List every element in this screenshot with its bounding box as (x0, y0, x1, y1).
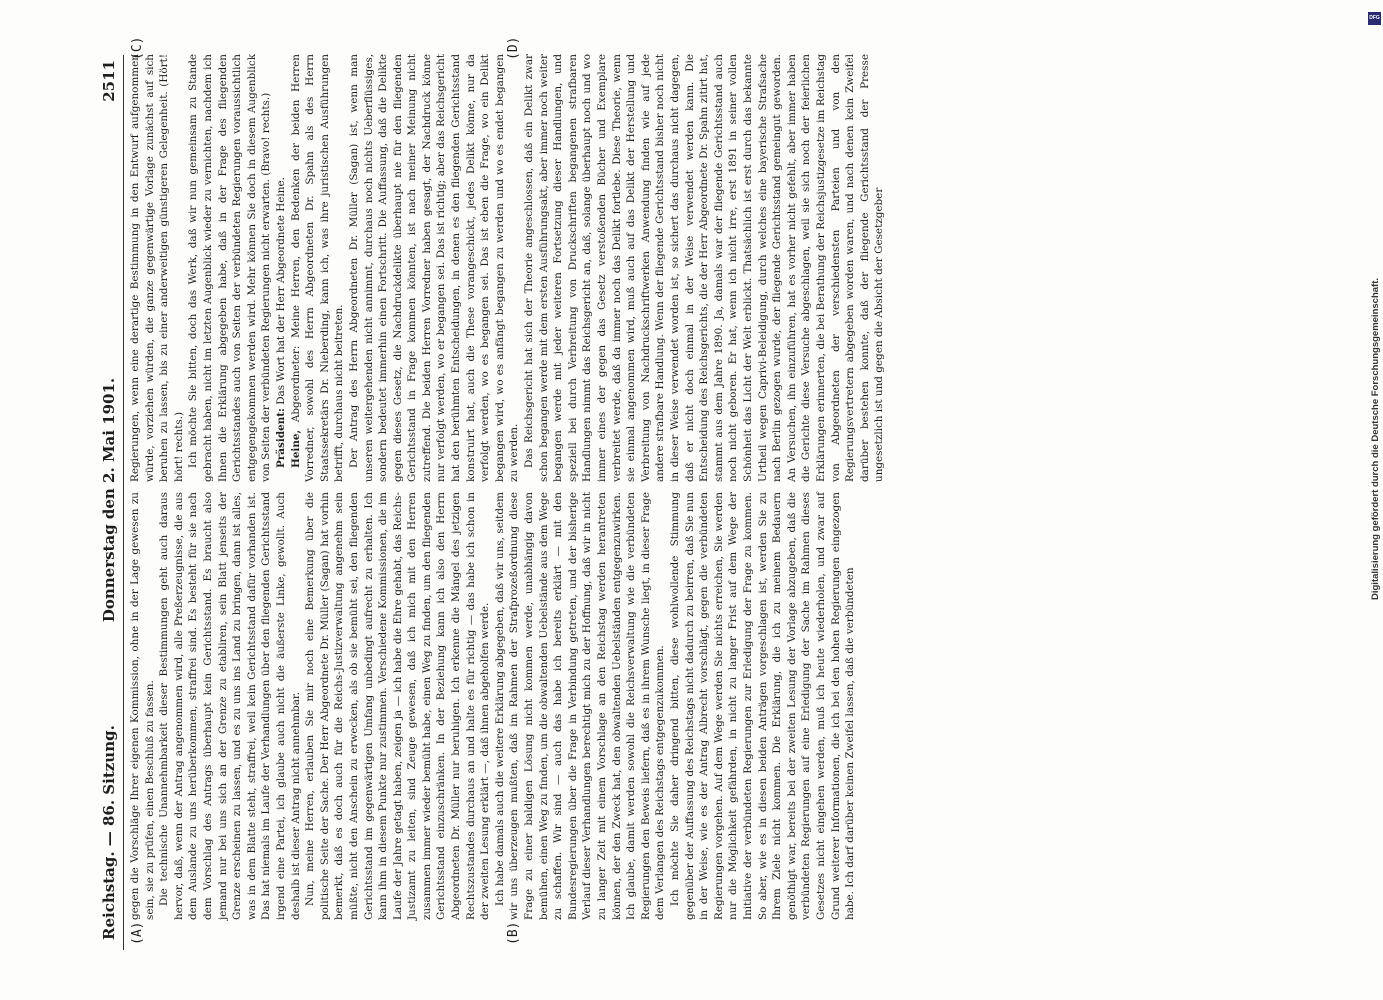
paragraph-text: Der Antrag des Herrn Abgeordneten Dr. Müller (Sagan) ist, wenn man unseren weitergehenden nicht annimmt, durchaus noch nichts Ueberflüssiges, sondern bedeutet immerhin einen Fortschritt. Die Auffassung, daß die Delikte gegen dieses Gesetz, die Nachdruckdelikte überhaupt nie für den fliegenden Gerichtsstand in Frage kommen könnten, ist nach meiner Meinung nicht zutreffend. Die beiden Herren Vorredner haben gesagt, der Nachdruck könne nur verfolgt werden, wo er begangen sei. Das ist richtig; aber das Reichsgericht hat den berühmten Entscheidungen, in denen es den fliegenden Gerichtsstand konstruirt hat, auch die These vorangeschickt, jedes Delikt könne, nur da verfolgt werden, wo es begangen sei. Das ist eben die Frage, wo ein Delikt begangen wird, wo es anfängt begangen zu werden und wo es endet begangen zu werden. (347, 54, 521, 482)
digitization-note: Digitalisierung gefördert durch die Deutsche Forschungsgemeinschaft. (1370, 278, 1381, 600)
paragraph (128, 54, 186, 482)
paragraph: Die technische Unannehmbarkeit dieser Bestimmungen geht auch daraus hervor, daß, wenn der Antrag angenommen wird, alle Preßerzeugnisse, die aus dem Auslande zu uns herüberkommen, straffrei sind. Es besteht für sie nach dem Vorschlag des Antrags überhaupt kein Gerichtsstand. Es braucht also jemand nur bei uns sich an der Grenze zu etabliren, sein Blatt jenseits der Grenze erscheinen zu lassen, und es zu uns ins Land zu bringen, dann ist alles, was in dem Blatte steht, straffrei, weil kein Gerichtsstand dafür vorhanden ist. Das hat niemals im Laufe der Verhandlungen über den fliegenden Gerichtsstand irgend eine Partei, ich glaube auch nicht die äußerste Linke, gewollt. Auch deshalb ist dieser Antrag nicht annehmbar. (158, 492, 302, 920)
paragraph (186, 54, 274, 482)
left-text-column (128, 492, 868, 920)
running-header-date: Donnerstag den 2. Mai 1901. (100, 377, 118, 623)
paragraph (522, 54, 887, 482)
paragraph: Ich möchte Sie daher dringend bitten, diese wohlwollende Stimmung gegenüber der Auffassung des Reichstags nicht dadurch zu beirren, daß Sie nun in der Weise, wie es der Antrag Albrecht vorschlägt, gegen die verbündeten Regierungen vorgehen. Auf dem Wege werden Sie nichts erreichen, Sie werden nur die Möglichkeit gefährden, in nicht zu langer Frist auf dem Wege der Initiative der verbündeten Regierungen zur Erledigung der Frage zu kommen. So aber, wie es in diesen beiden Anträgen vorgeschlagen ist, werden Sie zu Ihrem Ziele nicht kommen. Die Erklärung, die ich zu meinem Bedauern genöthigt war, bereits bei der zweiten Lesung der Vorlage abzugeben, daß die verbündeten Regierungen auf eine Erledigung der Sache im Rahmen dieses Gesetzes nicht eingehen werden, muß ich heute wiederholen, und zwar auf Grund weiterer Informationen, die ich bei den hohen Regierungen eingezogen habe. Ich darf darüber keinen Zweifel lassen, daß die verbündeten (668, 492, 857, 920)
paragraph: Ich habe damals auch die weitere Erklärung abgegeben, daß wir uns, seitdem wir uns überzeugen mußten, daß im Rahmen der Strafprozeßordnung diese Frage zu einer baldigen Lösung nicht kommen werde, unabhängig davon bemühen, einen Weg zu finden, um die obwaltenden Uebelstände aus dem Wege zu schaffen. Wir sind — auch das habe ich bereits erklärt — mit den Bundesregierungen über die Frage in Verbindung getreten, und der bisherige Verlauf dieser Verhandlungen berechtigt mich zu der Hoffnung, daß wir in nicht zu langer Zeit mit einem Vorschlage an den Reichstag werden herantreten können, der den Zweck hat, den obwaltenden Uebelständen entgegenzuwirken. Ich glaube, damit werden sowohl die Reichsverwaltung wie die verbündeten Regierungen den Beweis liefern, daß es in ihrem Wunsche liegt, in dieser Frage dem Verlangen des Reichstags entgegenzukommen. (493, 492, 667, 920)
margin-marker-c: (C) (130, 36, 145, 60)
paragraph (347, 54, 522, 482)
paragraph: Nun, meine Herren, erlauben Sie mir noch eine Bemerkung über die politische Seite der Sache. Der Herr Abgeordnete Dr. Müller (Sagan) hat vorhin bemerkt, daß es doch auch für die Reichs-Justizverwaltung angenehm sein müßte, nicht den Anschein zu erwecken, als ob sie bemüht sei, den fliegenden Gerichtsstand im gegenwärtigen Umfang unbedingt aufrecht zu erhalten. Ich kann ihm in diesem Punkte nur zustimmen. Verschiedene Kommissionen, die im Laufe der Jahre getagt haben, zeigen ja — ich habe die Ehre gehabt, das Reichs-Justizamt zu leiten, sind Zeuge gewesen, daß ich mich mit den Herren zusammen immer wieder bemüht habe, einen Weg zu finden, um den fliegenden Gerichtsstand einzuschränken. In der Beziehung kann ich also den Herrn Abgeordneten Dr. Müller nur beruhigen. Ich erkenne die Mängel des jetzigen Rechtszustandes durchaus an und halte es für richtig — das habe ich schon in der zweiten Lesung erklärt —, daß ihnen abgeholfen werde. (304, 492, 492, 920)
paragraph-text: Abgeordneter: Meine Herren, den Bedenken der beiden Herren Vorredner, sowohl des Herrn Abgeordneten Dr. Spahn als des Herrn Staatssekretärs Dr. Nieberding, kann ich, was ihre juristischen Ausführungen betrifft, durchaus nicht beitreten. (289, 54, 346, 482)
paragraph (289, 54, 347, 482)
margin-marker-b: (B) (506, 921, 521, 945)
paragraph-text: Das Reichsgericht hat sich der Theorie angeschlossen, daß ein Delikt zwar schon begangen werde mit dem ersten Ausführungsakt, aber immer noch weiter begangen werde mit jeder weiteren Fortsetzung dieser Handlungen, und speziell bei durch Verbreitung von Druckschriften begangenen strafbaren Handlungen nimmt das Reichsgericht an, daß, solange überhaupt noch und wo immer eines der gegen das Gesetz verstoßenden Bücher und Exemplare verbreitet werde, daß da immer noch das Delikt fortlebe. Diese Theorie, wenn sie einmal angenommen wird, muß auch auf das Delikt der Herstellung und Verbreitung von Nachdruckschriftwerken Anwendung finden wie auf jede andere strafbare Handlung. Wenn der fliegende Gerichtsstand bisher noch nicht in dieser Weise verwendet worden ist, so sichert das durchaus nicht dagegen, daß er nicht doch einmal in der Weise verwendet werden kann. Die Entscheidung des Reichsgerichts, die der Herr Abgeordnete Dr. Spahn zitirt hat, stammt aus dem Jahre 1890. Ja, damals war der fliegende Gerichtsstand auch noch nicht geboren. Er hat, wenn ich nicht irre, erst 1891 in seiner vollen Schönheit das Licht der Welt erblickt. Thatsächlich ist erst durch das bekannte Urtheil wegen Caprivi-Beleidigung, durch welches eine bayerische Strafsache nach Berlin gezogen wurde, der fliegende Gerichtsstand gemeingut geworden. An Versuchen, ihn einzuführen, hat es vorher nicht gefehlt, aber immer haben die Gerichte diese Versuche abgeschlagen, weil sie sich noch der feierlichen Erklärungen erinnerten, die bei Berathung der Reichsjustizgesetze im Reichstag von Abgeordneten der verschiedensten Parteien und von den Regierungsvertretern abgegeben worden waren, und nach denen kein Zweifel darüber bestehen konnte, daß der fliegende Gerichtsstand der Presse ungesetzlich ist und gegen die Absicht der Gesetzgeber (523, 54, 886, 482)
running-header-left: Reichstag. — 86. Sitzung. (100, 725, 118, 940)
margin-marker-a: (A) (130, 921, 145, 945)
speaker-name: Präsident: (274, 408, 287, 468)
paragraph-text: Das Wort hat der Herr Abgeordnete Heine. (274, 177, 287, 405)
paragraph-text: Regierungen, wenn eine derartige Bestimmung in den Entwurf aufgenommen würde, vorziehen würden, die ganze gegenwärtige Vorlage zunächst auf sich beruhen zu lassen, bis zu einer anderweitigen günstigeren Gelegenheit. (Hört! hört! rechts.) (129, 54, 185, 482)
paragraph: gegen die Vorschläge Ihrer eigenen Kommission, ohne in der Lage gewesen zu sein, sie zu prüfen, einen Beschluß zu fassen. (129, 492, 156, 920)
header-rule (123, 55, 124, 950)
dfg-logo: DFG (1368, 12, 1381, 25)
margin-marker-d: (D) (506, 36, 521, 60)
paragraph-text: Ich möchte Sie bitten, doch das Werk, daß wir nun gemeinsam zu Stande gebracht haben, nicht im letzten Augenblick wieder zu vernichten, nachdem ich Ihnen die Erklärung abgegeben habe, daß in der Frage des fliegenden Gerichtsstandes auch von Seiten der verbündeten Regierungen voraussichtlich entgegengekommen werden wird. Mehr können Sie doch in diesem Augenblick von Seiten der verbündeten Regierungen nicht erwarten. (Bravo! rechts.) (187, 54, 273, 482)
paragraph (274, 54, 289, 482)
right-text-column (128, 54, 886, 482)
page-number: 2511 (100, 60, 118, 102)
speaker-name: Heine, (289, 429, 302, 468)
